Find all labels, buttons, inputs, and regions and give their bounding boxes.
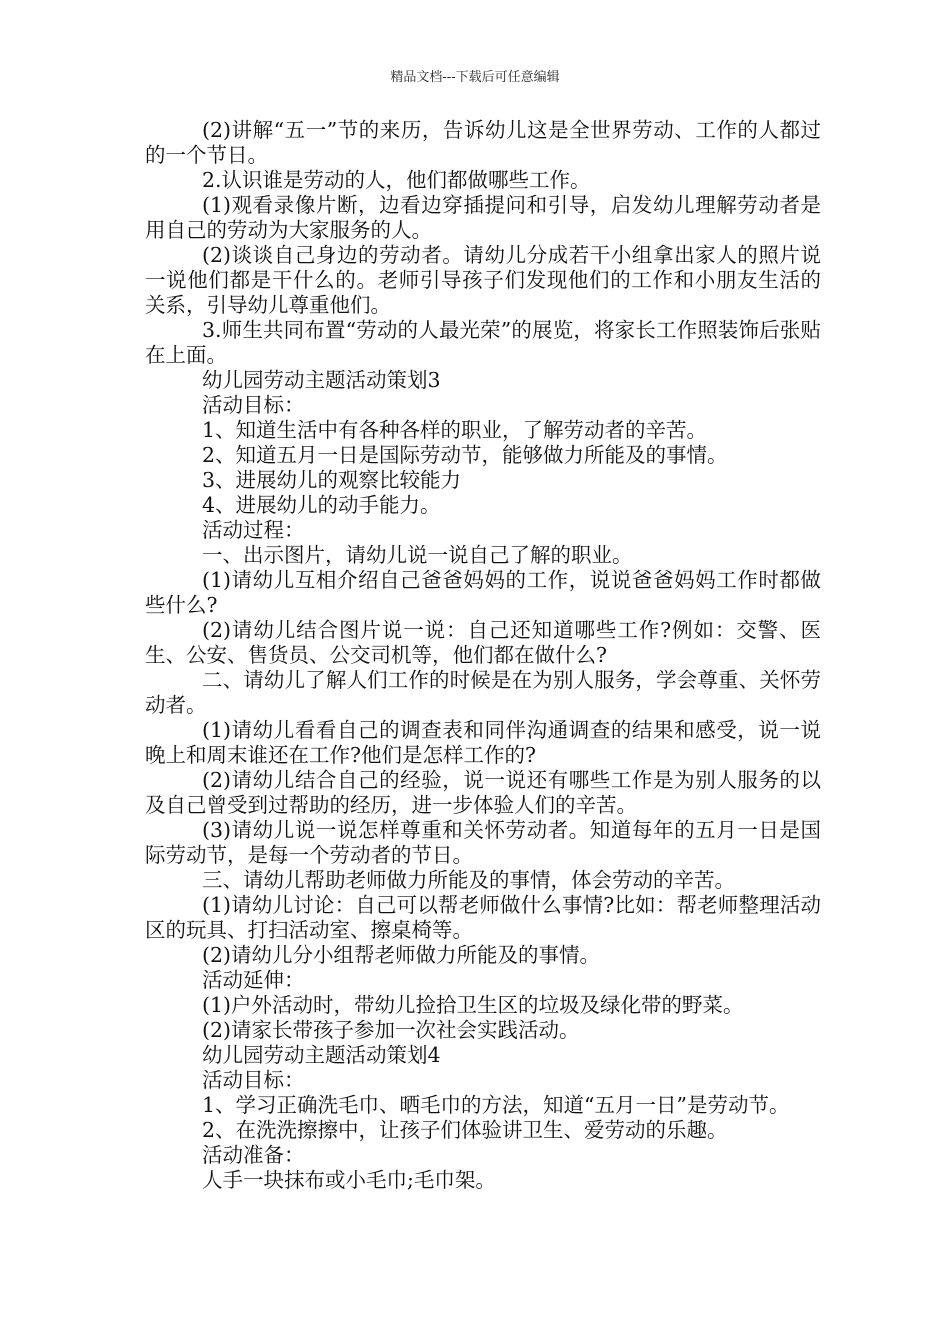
paragraph: (2)请幼儿结合自己的经验，说一说还有哪些工作是为别人服务的以及自己曾受到过帮助的经历，进一步体验人们的辛苦。 [145, 768, 821, 817]
paragraph: (1)请幼儿互相介绍自己爸爸妈妈的工作，说说爸爸妈妈工作时都做些什么? [145, 568, 821, 617]
paragraph: 2.认识谁是劳动的人，他们都做哪些工作。 [202, 168, 591, 192]
paragraph: 三、请幼儿帮助老师做力所能及的事情，体会劳动的辛苦。 [202, 868, 735, 892]
paragraph: 活动目标： [202, 1068, 305, 1092]
paragraph: (1)观看录像片断，边看边穿插提问和引导，启发幼儿理解劳动者是用自己的劳动为大家服务的人。 [145, 193, 821, 242]
paragraph: 活动延伸： [202, 968, 305, 992]
paragraph: (1)请幼儿看看自己的调查表和同伴沟通调查的结果和感受，说一说晚上和周末谁还在工作?他们是怎样工作的? [145, 718, 821, 767]
paragraph: 活动准备： [202, 1143, 305, 1167]
paragraph: 幼儿园劳动主题活动策划3 [202, 368, 441, 392]
paragraph: (2)请幼儿结合图片说一说：自己还知道哪些工作?例如：交警、医生、公安、售货员、公交司机等，他们都在做什么? [145, 618, 821, 667]
paragraph: (2)请家长带孩子参加一次社会实践活动。 [202, 1018, 580, 1042]
paragraph: 2、在洗洗擦擦中，让孩子们体验讲卫生、爱劳动的乐趣。 [202, 1118, 728, 1142]
paragraph: (2)请幼儿分小组帮老师做力所能及的事情。 [202, 943, 601, 967]
paragraph: (2)讲解“五一”节的来历，告诉幼儿这是全世界劳动、工作的人都过的一个节日。 [145, 118, 821, 167]
page-header: 精品文档---下载后可任意编辑 [390, 70, 560, 85]
paragraph: 3.师生共同布置“劳动的人最光荣”的展览，将家长工作照装饰后张贴在上面。 [145, 318, 821, 367]
paragraph: 活动过程： [202, 518, 305, 542]
paragraph: (3)请幼儿说一说怎样尊重和关怀劳动者。知道每年的五月一日是国际劳动节，是每一个劳动者的节日。 [145, 818, 821, 867]
paragraph: (1)户外活动时，带幼儿捡拾卫生区的垃圾及绿化带的野菜。 [202, 993, 744, 1017]
paragraph: 1、学习正确洗毛巾、晒毛巾的方法，知道“五月一日”是劳动节。 [202, 1093, 790, 1117]
paragraph: 活动目标： [202, 393, 305, 417]
document-body [145, 118, 821, 1193]
paragraph: 人手一块抹布或小毛巾;毛巾架。 [202, 1168, 496, 1192]
paragraph: 一、出示图片，请幼儿说一说自己了解的职业。 [202, 543, 633, 567]
paragraph: 4、进展幼儿的动手能力。 [202, 493, 441, 517]
paragraph: 3、进展幼儿的观察比较能力 [202, 468, 462, 492]
paragraph: 二、请幼儿了解人们工作的时候是在为别人服务，学会尊重、关怀劳动者。 [145, 668, 821, 717]
paragraph: 1、知道生活中有各种各样的职业，了解劳动者的辛苦。 [202, 418, 708, 442]
paragraph: (1)请幼儿讨论：自己可以帮老师做什么事情?比如：帮老师整理活动区的玩具、打扫活动室、擦桌椅等。 [145, 893, 821, 942]
paragraph: 2、知道五月一日是国际劳动节，能够做力所能及的事情。 [202, 443, 728, 467]
paragraph: 幼儿园劳动主题活动策划4 [202, 1043, 441, 1067]
paragraph: (2)谈谈自己身边的劳动者。请幼儿分成若干小组拿出家人的照片说一说他们都是干什么的。老师引导孩子们发现他们的工作和小朋友生活的关系，引导幼儿尊重他们。 [145, 243, 821, 317]
